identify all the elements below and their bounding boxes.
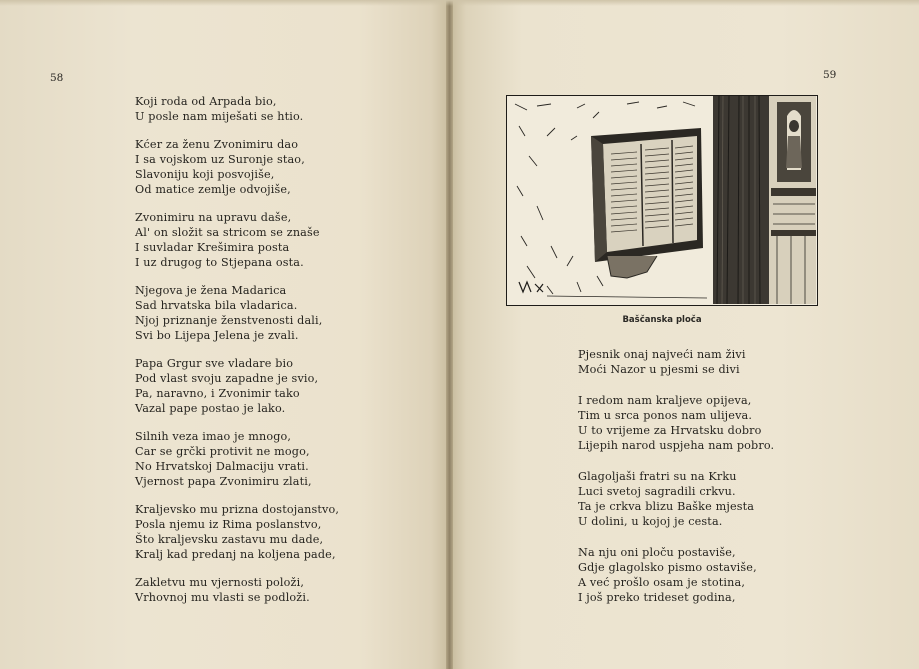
verse-line: Koji roda od Arpada bio, [135,95,277,108]
book-gutter [446,0,453,669]
verse-line: Tim u srca ponos nam ulijeva. [578,409,753,422]
page-number-right: 59 [823,69,837,81]
verse-line: Car se grčki protivit ne mogo, [135,445,310,458]
verse-line: Ta je crkva blizu Baške mjesta [578,500,755,513]
verse-line: Slavoniju koji posvojiše, [135,168,275,181]
verse-line: Vjernost papa Zvonimiru zlati, [135,475,312,488]
stanza [135,502,435,562]
verse-line: A već prošlo osam je stotina, [578,576,746,589]
verse-line: I redom nam kraljeve opijeva, [578,394,752,407]
verse-line: Papa Grgur sve vladare bio [135,357,294,370]
stanza [135,575,435,605]
verse-line: Posla njemu iz Rima poslanstvo, [135,518,322,531]
verse-line: Sad hrvatska bila vladarica. [135,299,298,312]
verse-line: Njoj priznanje ženstvenosti dali, [135,314,323,327]
verse-line: Luci svetoj sagradili crkvu. [578,485,736,498]
stanza [578,347,858,377]
verse-line: U dolini, u kojoj je cesta. [578,515,723,528]
verse-line: Svi bo Lijepa Jelena je zvali. [135,329,299,342]
poem-right [578,347,858,621]
verse-line: Što kraljevsku zastavu mu dade, [135,533,324,546]
verse-line: Pjesnik onaj najveći nam živi [578,348,746,361]
stanza [578,545,858,605]
verse-line: Pod vlast svoju zapadne je svio, [135,372,319,385]
verse-line: I sa vojskom uz Suronje stao, [135,153,305,166]
verse-line: U to vrijeme za Hrvatsku dobro [578,424,762,437]
verse-line: I još preko trideset godina, [578,591,736,604]
stanza [578,393,858,453]
verse-line: Zvonimiru na upravu daše, [135,211,292,224]
verse-line: Silnih veza imao je mnogo, [135,430,292,443]
verse-line: Njegova je žena Madarica [135,284,287,297]
page-edge-shadow [0,0,919,6]
verse-line: I suvladar Krešimira posta [135,241,290,254]
verse-line: No Hrvatskoj Dalmaciju vrati. [135,460,309,473]
dark-pillar [713,96,769,304]
verse-line: Al' on složit sa stricom se znaše [135,226,320,239]
stanza [135,210,435,270]
altar-niche [769,96,816,304]
verse-line: Kćer za ženu Zvonimiru dao [135,138,299,151]
stanza [578,469,858,529]
baska-tablet-illustration [506,95,818,306]
illustration-caption: Baščanska ploča [622,315,702,325]
verse-line: U posle nam miješati se htio. [135,110,304,123]
verse-line: Gdje glagolsko pismo ostaviše, [578,561,757,574]
stanza [135,94,435,124]
page-number-left: 58 [50,72,64,84]
verse-line: Kralj kad predanj na koljena pade, [135,548,336,561]
stanza [135,356,435,416]
verse-line: Kraljevsko mu prizna dostojanstvo, [135,503,340,516]
verse-line: Na nju oni ploču postaviše, [578,546,736,559]
verse-line: Od matice zemlje odvojiše, [135,183,291,196]
verse-line: Pa, naravno, i Zvonimir tako [135,387,300,400]
verse-line: Glagoljaši fratri su na Krku [578,470,737,483]
poem-left [135,94,435,618]
verse-line: I uz drugog to Stjepana osta. [135,256,304,269]
verse-line: Zakletvu mu vjernosti položi, [135,576,305,589]
sketch-drawing [507,96,816,304]
verse-line: Vazal pape postao je lako. [135,402,286,415]
verse-line: Lijepih narod uspjeha nam pobro. [578,439,775,452]
verse-line: Moći Nazor u pjesmi se divi [578,363,740,376]
stanza [135,137,435,197]
verse-line: Vrhovnoj mu vlasti se podloži. [135,591,310,604]
stanza [135,429,435,489]
stanza [135,283,435,343]
